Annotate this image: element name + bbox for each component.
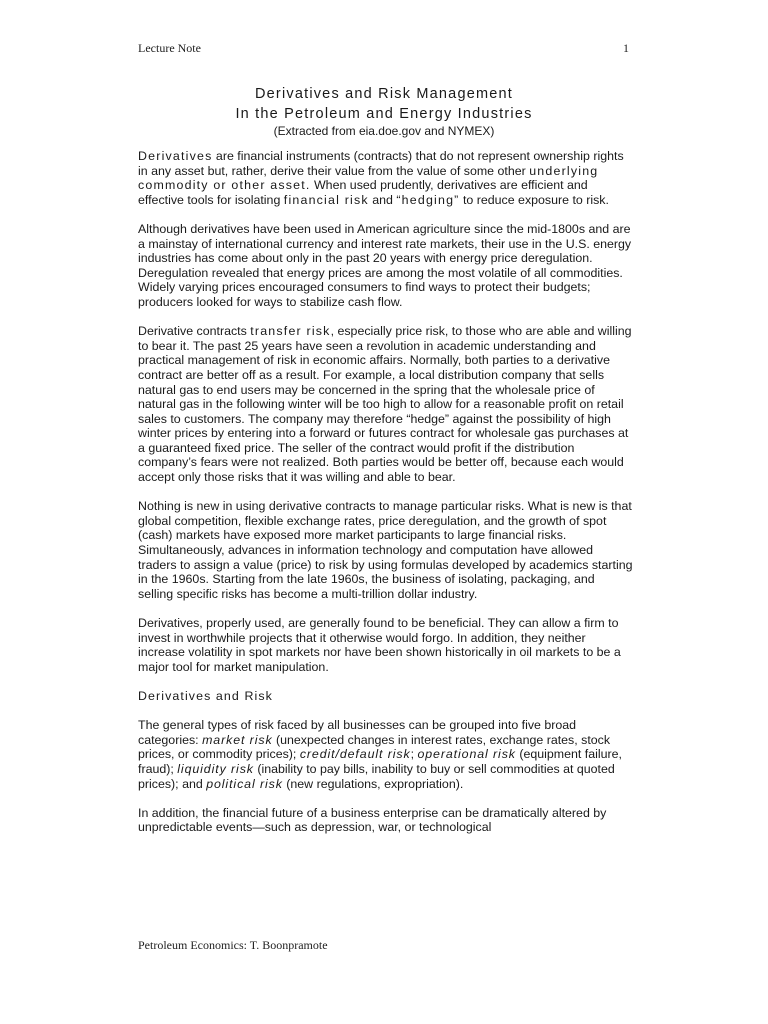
- section-heading: Derivatives and Risk: [138, 688, 273, 703]
- paragraph-1: [138, 149, 633, 207]
- paragraph-text: ;: [410, 747, 418, 762]
- header-label: Lecture Note: [138, 41, 201, 55]
- paragraph-text: , especially price risk, to those who are able and willing to bear it. The past 25 years have seen a revolution in academic understanding and practical management of risk in economic affairs. Normally, both parties to a derivative contract are better off as a result. For example, a local distribution company that sells natural gas to end users may be concerned in the spring that the wholesale price of natural gas in the following winter will be too high to allow for a reasonable profit on retail sales to customers. The company may therefore “hedge” against the possibility of high winter prices by entering into a forward or futures contract for wholesale gas purchases at a guaranteed fixed price. The seller of the contract would profit if the distribution company’s fears were not realized. Both parties would be better off, because each would accept only those risks that it was willing and able to bear.: [138, 324, 632, 485]
- document-title: Derivatives and Risk Management: [254, 86, 514, 102]
- paragraph-6: [138, 718, 633, 791]
- paragraph-text: and: [368, 192, 397, 207]
- paragraph-text: (new regulations, expropriation).: [282, 776, 464, 791]
- page-number: 1: [623, 41, 629, 55]
- document-subtitle: (Extracted from eia.doe.gov and NYMEX): [273, 124, 495, 138]
- term-derivatives: Derivatives: [138, 149, 213, 163]
- paragraph-3: [138, 324, 633, 485]
- paragraph-4: Nothing is new in using derivative contracts to manage particular risks. What is new is that global competition, flexible exchange rates, price deregulation, and the growth of spot (cash) markets have exposed more market participants to large financial risks. Simultaneously, advances in information technology and computation have allowed traders to assign a value (price) to risk by using formulas developed by academics starting in the 1960s. Starting from the late 1960s, the business of isolating, packaging, and selling specific risks has become a multi-trillion dollar industry.: [138, 499, 633, 601]
- term-transfer-risk: transfer risk: [250, 324, 331, 339]
- title-block: [130, 84, 638, 139]
- paragraph-text: (unexpected changes in interest rates, exchange rates, stock prices, or commodity prices);: [138, 732, 611, 762]
- paragraph-5: Derivatives, properly used, are generally found to be beneficial. They can allow a firm to invest in worthwhile projects that it otherwise would forgo. In addition, they neither increase volatility in spot markets nor have been shown historically in oil markets to be a major tool for market manipulation.: [138, 616, 621, 674]
- paragraph-text: (inability to pay bills, inability to buy or sell commodities at quoted prices); and: [138, 761, 615, 791]
- document-body: [138, 149, 633, 835]
- paragraph-text: to reduce exposure to risk.: [459, 192, 609, 207]
- paragraph-text: When used prudently, derivatives are efficient and effective tools for isolating: [138, 178, 588, 207]
- paragraph-text: are financial instruments (contracts) that do not represent ownership rights in any asset but, rather, derive their value from the value of some other: [138, 149, 624, 178]
- term-operational-risk: operational risk: [417, 747, 516, 762]
- term-financial-risk: financial risk: [283, 192, 369, 207]
- paragraph-7: In addition, the financial future of a business enterprise can be dramatically altered by unpredictable events—such as depression, war, or technological: [138, 805, 607, 835]
- term-credit-default-risk: credit/default risk: [299, 747, 411, 762]
- document-title-line2: In the Petroleum and Energy Industries: [235, 106, 533, 122]
- paragraph-text: Derivative contracts: [138, 324, 251, 339]
- term-hedging: “hedging”: [396, 192, 460, 207]
- paragraph-2: Although derivatives have been used in American agriculture since the mid-1800s and are a mainstay of international currency and interest rate markets, their use in the U.S. energy industries has come about only in the past 20 years with energy price deregulation. Deregulation revealed that energy prices are among the most volatile of all commodities. Widely varying prices encouraged consumers to find ways to protect their budgets; producers looked for ways to stabilize cash flow.: [138, 221, 632, 309]
- footer-text: Petroleum Economics: T. Boonpramote: [138, 938, 328, 952]
- term-political-risk: political risk: [206, 776, 283, 791]
- paragraph-text: The general types of risk faced by all businesses can be grouped into five broad categories:: [138, 718, 577, 747]
- term-market-risk: market risk: [202, 732, 273, 747]
- paragraph-text: (equipment failure, fraud);: [138, 747, 622, 776]
- term-underlying: underlying commodity or other asset.: [138, 163, 599, 193]
- term-liquidity-risk: liquidity risk: [177, 761, 254, 776]
